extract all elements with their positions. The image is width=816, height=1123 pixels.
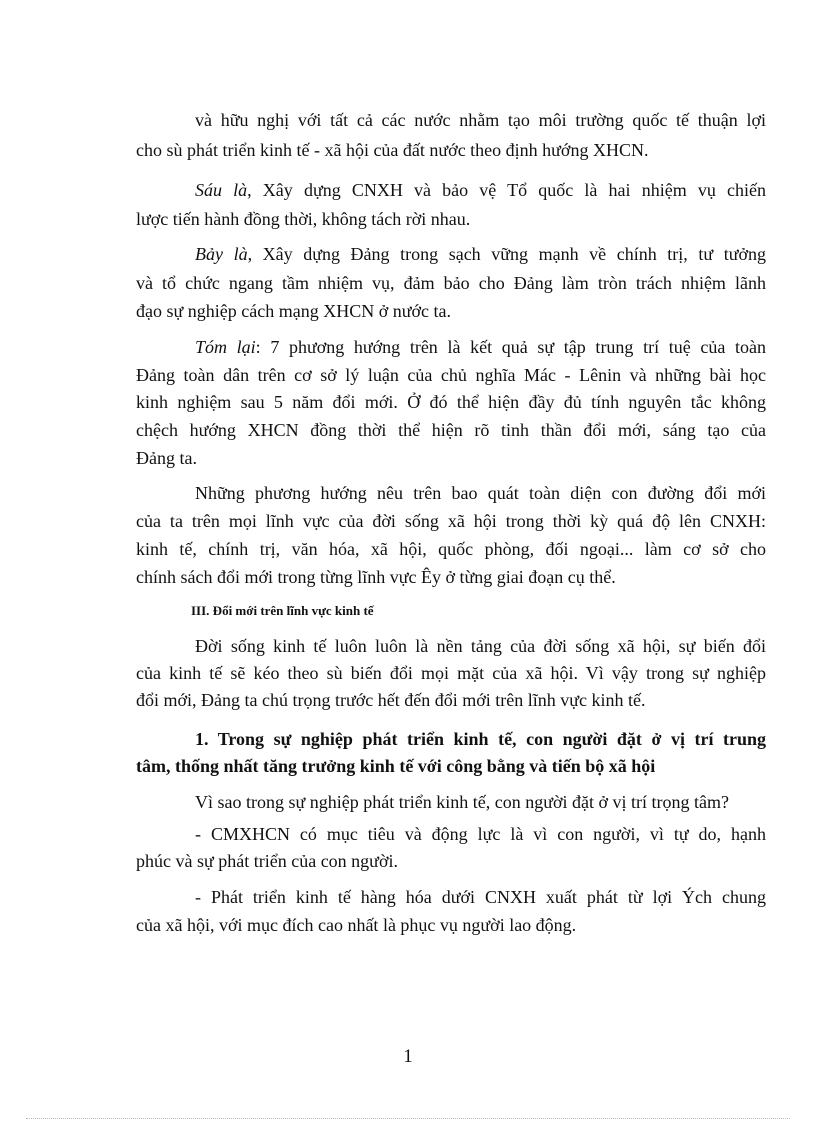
text-span: : 7 phương hướng trên là kết quả sự tập trung trí tuệ của toàn <box>255 337 766 357</box>
text-line: của xã hội, với mục đích cao nhất là phục vụ người lao động. <box>136 915 577 935</box>
text-line: - Phát triển kinh tế hàng hóa dưới CNXH xuất phát từ lợi Ých chung <box>195 887 766 907</box>
text-line: phúc và sự phát triển của con người. <box>136 851 398 871</box>
text-line: Vì sao trong sự nghiệp phát triển kinh tế, con người đặt ở vị trí trọng tâm? <box>195 792 729 812</box>
text-line: chệch hướng XHCN đồng thời thể hiện rõ tinh thần đổi mới, sáng tạo của <box>136 420 766 440</box>
text-line: - CMXHCN có mục tiêu và động lực là vì con người, vì tự do, hạnh <box>195 824 766 844</box>
lead-italic: Sáu là <box>195 180 248 200</box>
text-line: đạo sự nghiệp cách mạng XHCN ở nước ta. <box>136 301 451 321</box>
text-span: , Xây dựng Đảng trong sạch vững mạnh về chính trị, tư tưởng <box>247 244 766 264</box>
text-line: của kinh tế sẽ kéo theo sù biến đổi mọi mặt của xã hội. Vì vậy trong sự nghiệp <box>136 663 766 683</box>
subsection-heading: tâm, thống nhất tăng trưởng kinh tế với công bằng và tiến bộ xã hội <box>136 756 656 776</box>
text-line: và hữu nghị với tất cả các nước nhằm tạo môi trường quốc tế thuận lợi <box>195 110 766 130</box>
text-line: đổi mới, Đảng ta chú trọng trước hết đến đổi mới trên lĩnh vực kinh tế. <box>136 690 646 710</box>
text-line: của ta trên mọi lĩnh vực của đời sống xã hội trong thời kỳ quá độ lên CNXH: <box>136 511 766 531</box>
text-line: kinh tế, chính trị, văn hóa, xã hội, quốc phòng, đối ngoại... làm cơ sở cho <box>136 539 766 559</box>
text-line: Đảng ta. <box>136 448 197 468</box>
text-line: Đảng toàn dân trên cơ sở lý luận của chủ nghĩa Mác - Lênin và những bài học <box>136 365 766 385</box>
text-line: lược tiến hành đồng thời, không tách rời nhau. <box>136 209 471 229</box>
text-span: , Xây dựng CNXH và bảo vệ Tổ quốc là hai nhiệm vụ chiến <box>247 180 766 200</box>
lead-italic: Bảy là <box>195 244 248 264</box>
text-line: kinh nghiệm sau 5 năm đổi mới. Ở đó thể hiện đầy đủ tính nguyên tắc không <box>136 392 766 412</box>
text-line: cho sù phát triển kinh tế - xã hội của đất nước theo định hướng XHCN. <box>136 140 649 160</box>
text-line: Những phương hướng nêu trên bao quát toàn diện con đường đổi mới <box>195 483 766 503</box>
subsection-heading: 1. Trong sự nghiệp phát triển kinh tế, con người đặt ở vị trí trung <box>195 729 766 749</box>
text-line: chính sách đổi mới trong từng lĩnh vực Êy ở từng giai đoạn cụ thể. <box>136 567 616 587</box>
page-number: 1 <box>403 1046 413 1067</box>
text-line <box>195 337 766 358</box>
lead-italic: Tóm lại <box>195 337 256 357</box>
text-line <box>195 244 766 265</box>
footer-divider <box>26 1118 790 1119</box>
text-line <box>195 180 766 201</box>
section-heading: III. Đổi mới trên lĩnh vực kinh tế <box>191 603 374 618</box>
text-line: Đời sống kinh tế luôn luôn là nền tảng của đời sống xã hội, sự biến đổi <box>195 636 766 656</box>
text-line: và tổ chức ngang tầm nhiệm vụ, đảm bảo cho Đảng làm tròn trách nhiệm lãnh <box>136 273 766 293</box>
